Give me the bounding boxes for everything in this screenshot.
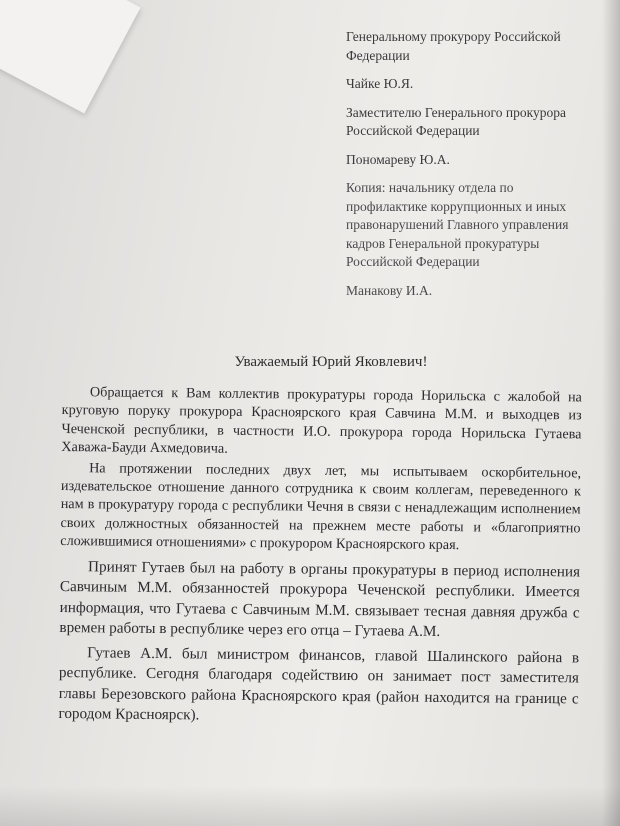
page-edge-shadow (602, 0, 620, 826)
addressee-3: Заместителю Генерального прокурора Российской Федерации (346, 104, 566, 138)
addressee-copy: Копия: начальнику отдела по профилактике коррупционных и иных правонарушений Главного управления кадров Генеральной прокуратуры Российской Федерации (346, 180, 569, 269)
addressee-1: Генеральному прокурору Российской Федерации (346, 29, 561, 63)
salutation (0, 354, 620, 371)
addressee-block (346, 28, 596, 310)
underlying-sheet-corner (0, 0, 141, 113)
addressee-6: Манакову И.А. (346, 282, 433, 298)
paragraph-1: Обращается к Вам коллектив прокуратуры города Норильска с жалобой на круговую поруку прокурора Красноярского края Савчина М.М. и выходцев из Чеченской республики, в частности И.О. прокурора города Норильска Гутаева Хаважа-Бауди Ахмедовича. (61, 384, 582, 457)
paragraph-2: На протяжении последних двух лет, мы испытываем оскорбительное, издевательское отношение данного сотрудника к своим коллегам, переведенного к нам в прокуратуру города с республики Чечня в связи с ненадлежащим исполнением своих должностных обязанностей на прежнем месте работы и «благоприятно сложившимися отношениями» с прокурором Красноярского края. (60, 459, 582, 554)
salutation-text: Уважаемый Юрий Яковлевич! (234, 354, 428, 370)
addressee-2: Чайке Ю.Я. (346, 76, 414, 91)
addressee-4: Пономареву Ю.А. (346, 151, 450, 167)
letter-body (58, 383, 582, 734)
page-bottom-shadow (0, 786, 620, 826)
paragraph-3: Принят Гутаев был на работу в органы прокуратуры в период исполнения Савчиным М.М. обязанностей прокурора Чеченской республики. Имеется информация, что Гутаева с Савчиным М.М. связывает тесная давняя дружба с времен работы в республике через его отца – Гутаева А.М. (59, 557, 581, 641)
paragraph-4: Гутаев А.М. был министром финансов, главой Шалинского района в республике. Сегодня благодаря содействию он занимает пост заместителя главы Березовского района Красноярского края (район находится на границе с городом Красноярск). (58, 643, 580, 724)
